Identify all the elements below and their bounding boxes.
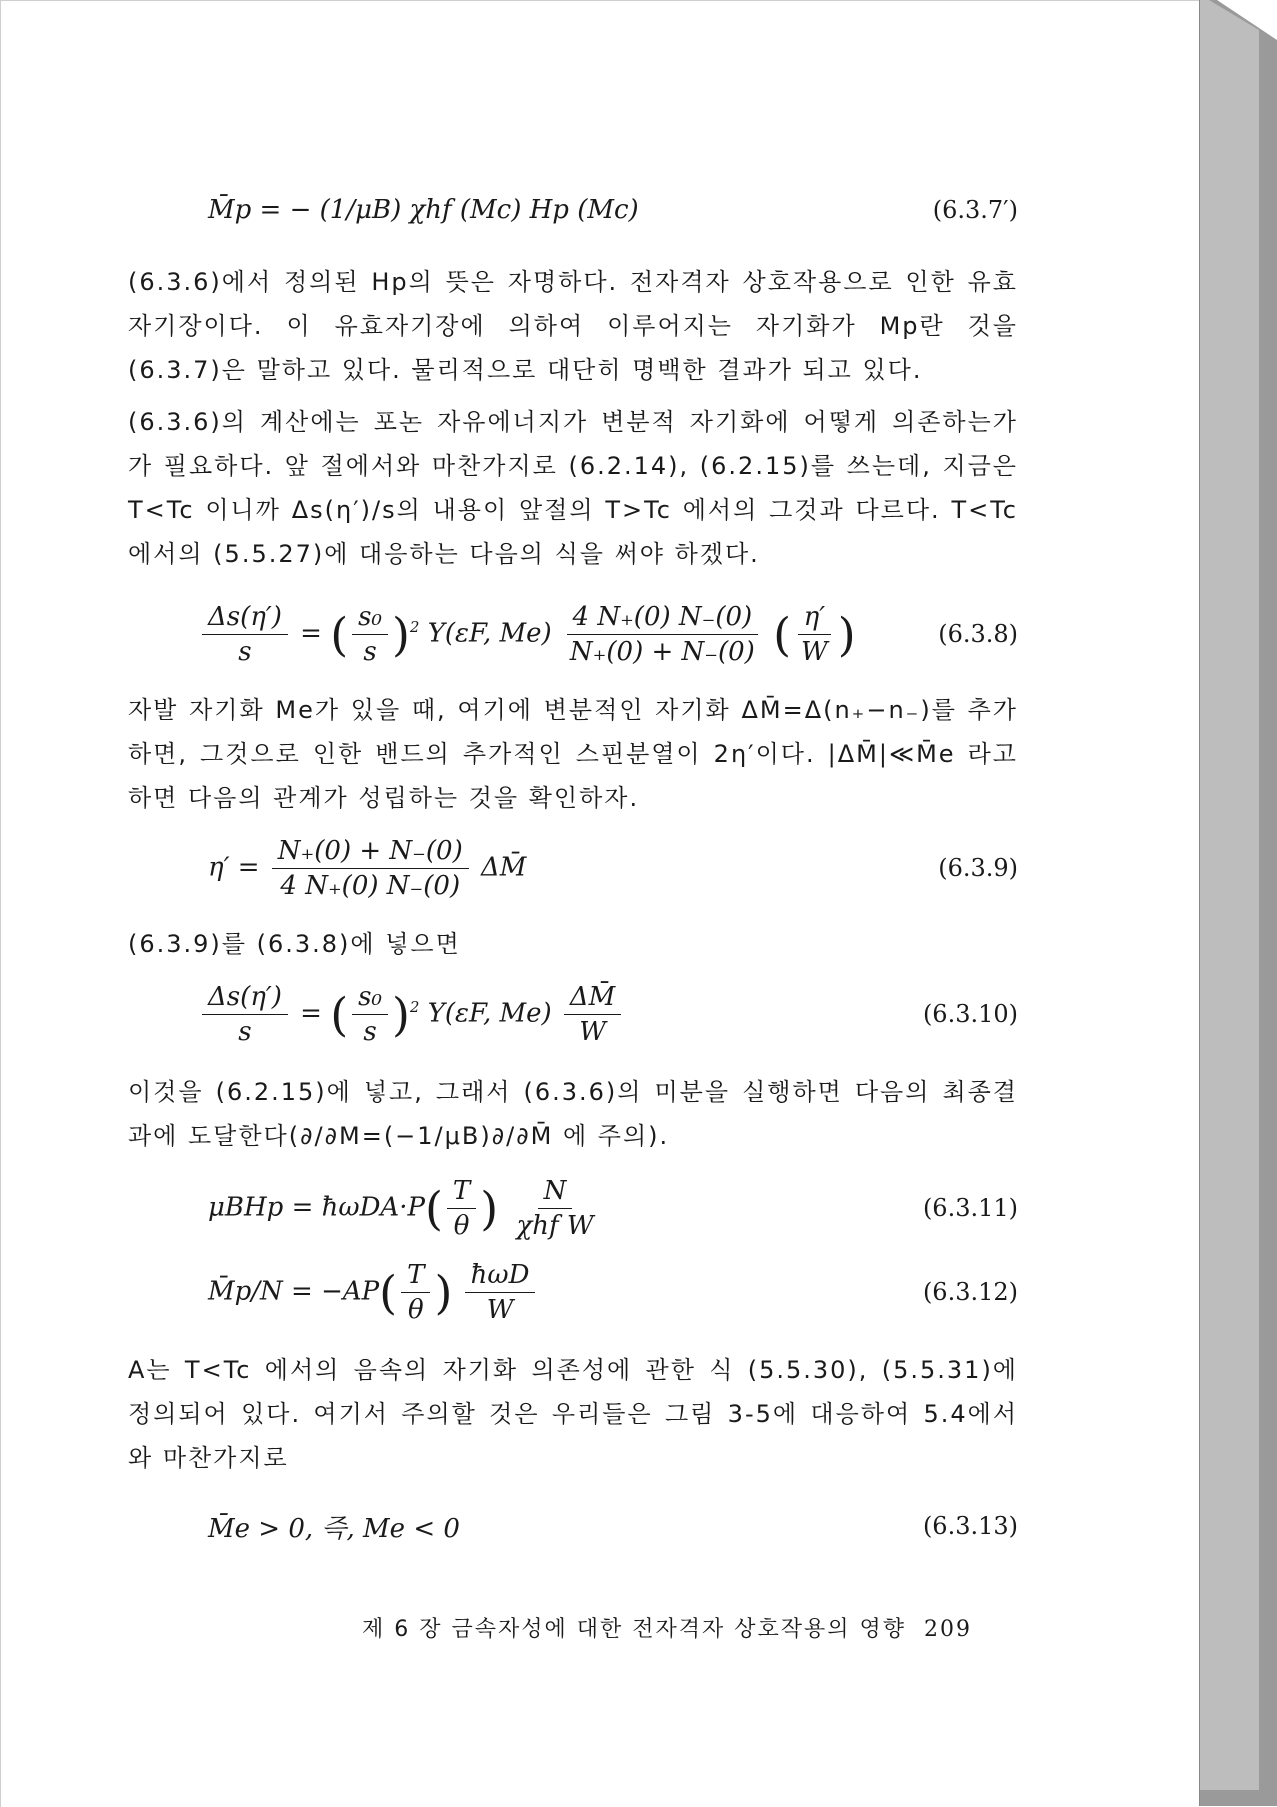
eta-numerator: η′ (798, 602, 831, 635)
eq9-denominator: 4 N₊(0) N₋(0) (280, 870, 461, 901)
equation-number: (6.3.10) (922, 1000, 1018, 1028)
lhs-numerator: Δs(η′) (202, 602, 288, 635)
equation-body: M̄e > 0, 즉, Me < 0 (208, 1513, 460, 1544)
equation-number: (6.3.9) (938, 854, 1018, 882)
page-edge-shadow (1199, 0, 1277, 1806)
eta-denominator: W (801, 636, 828, 667)
s0-denominator: s (363, 636, 377, 667)
page-content (128, 178, 1018, 1558)
equation-6-3-12: M̄p/N = −AP( $\frac{T}{\theta}$ ) $\frac{\text{ħωD}}{W}$ (6.3.12) (208, 1259, 1018, 1325)
page-number: 209 (924, 1617, 972, 1642)
r-numerator: N (538, 1176, 573, 1209)
paragraph-5: 이것을 (6.2.15)에 넣고, 그래서 (6.3.6)의 미분을 실행하면 다음의 최종결과에 도달한다(∂/∂M=(−1/μB)∂/∂M̄ 에 주의). (128, 1078, 1018, 1150)
page-edge-graphic (1199, 0, 1277, 1806)
eq12-lhs: M̄p/N = −AP (208, 1276, 380, 1306)
r-denominator: W (486, 1294, 514, 1325)
delta-m: ΔM̄ (480, 852, 527, 882)
lhs-denominator: s (238, 1016, 252, 1047)
paragraph-6: A는 T<Tc 에서의 음속의 자기화 의존성에 관한 식 (5.5.30), (5.5.31)에 정의되어 있다. 여기서 주의할 것은 우리들은 그림 3-5에 대응하여 5.4에서와 마찬가지로 (128, 1356, 1018, 1472)
paragraph-2: (6.3.6)의 계산에는 포논 자유에너지가 변분적 자기화에 어떻게 의존하는가가 필요하다. 앞 절에서와 마찬가지로 (6.2.14), (6.2.15)를 쓰는데, 지금은 T<Tc 이니까 Δs(η′)/s의 내용이 앞절의 T>Tc 에서의 그것과 다르다. T<Tc 에서의 (5.5.27)에 대응하는 다음의 식을 써야 하겠다. (128, 408, 1018, 568)
equation-number: (6.3.13) (922, 1512, 1018, 1540)
paragraph-4: (6.3.9)를 (6.3.8)에 넣으면 (128, 930, 461, 958)
r-numerator: ħωD (465, 1260, 536, 1293)
s0-denominator: s (363, 1016, 377, 1047)
r-denominator: χhf W (516, 1210, 594, 1241)
equation-number: (6.3.11) (922, 1194, 1018, 1222)
equation-number: (6.3.8) (938, 620, 1018, 648)
r-numerator: ΔM̄ (564, 982, 621, 1015)
lhs-denominator: s (238, 636, 252, 667)
equation-6-3-9 (128, 820, 1018, 916)
s0-numerator: s₀ (352, 982, 388, 1015)
chapter-title: 제 6 장 금속자성에 대한 전자격자 상호작용의 영향 (362, 1617, 906, 1642)
n-denominator: N₊(0) + N₋(0) (569, 636, 755, 667)
n-numerator: 4 N₊(0) N₋(0) (567, 602, 759, 635)
equation-6-3-13 (128, 1494, 1018, 1558)
y-function: Y(εF, Me) (427, 618, 552, 648)
paragraph-3: 자발 자기화 Me가 있을 때, 여기에 변분적인 자기화 ΔM̄=Δ(n₊−n₋)를 추가하면, 그것으로 인한 밴드의 추가적인 스핀분열이 2η′이다. |ΔM̄|≪M̄e 라고 하면 다음의 관계가 성립하는 것을 확인하자. (128, 696, 1018, 812)
t-denominator: θ (407, 1294, 424, 1325)
equation-6-3-11: μBHp = ħωDA·P( $\frac{T}{\theta}$ ) $\frac{N}{\text{χhf W}}$ (6.3.11) (208, 1175, 1018, 1241)
running-footer (362, 1612, 972, 1643)
equation-number: (6.3.7′) (932, 196, 1018, 224)
equation-6-3-7p (128, 178, 1018, 242)
r-denominator: W (579, 1016, 606, 1047)
eq11-lhs: μBHp = ħωDA·P (208, 1192, 425, 1222)
y-function: Y(εF, Me) (427, 998, 552, 1028)
eq9-numerator: N₊(0) + N₋(0) (272, 836, 469, 869)
equation-6-3-8: $\frac{\Delta s(\eta')}{s}$ = ( $\frac{\text{s₀}}{s}$ )$^2$ Y(εF, Me) $\frac{4 N_+(0) N_-(0)}{N_+(0) + N_-(0)}$ ( $\frac{\eta'}{W}$ ) (6.3.8) (128, 586, 1018, 682)
equation-number: (6.3.12) (922, 1278, 1018, 1306)
t-denominator: θ (453, 1210, 470, 1241)
equation-6-3-10: $\frac{\Delta s(\eta')}{s}$ = ( $\frac{\text{s₀}}{s}$ )$^2$ Y(εF, Me) $\frac{\Delta M̄}{W}$ (6.3.10) (128, 966, 1018, 1062)
s0-numerator: s₀ (352, 602, 388, 635)
eta-lhs: η′ = (208, 852, 260, 882)
paragraph-1: (6.3.6)에서 정의된 Hp의 뜻은 자명하다. 전자격자 상호작용으로 인한 유효자기장이다. 이 유효자기장에 의하여 이루어지는 자기화가 Mp란 것을 (6.3.7)은 말하고 있다. 물리적으로 대단히 명백한 결과가 되고 있다. (128, 268, 1018, 384)
t-numerator: T (401, 1260, 430, 1293)
lhs-numerator: Δs(η′) (202, 982, 288, 1015)
equation-body: M̄p = − (1/μB) χhf (Mc) Hp (Mc) (208, 195, 639, 225)
t-numerator: T (447, 1176, 476, 1209)
